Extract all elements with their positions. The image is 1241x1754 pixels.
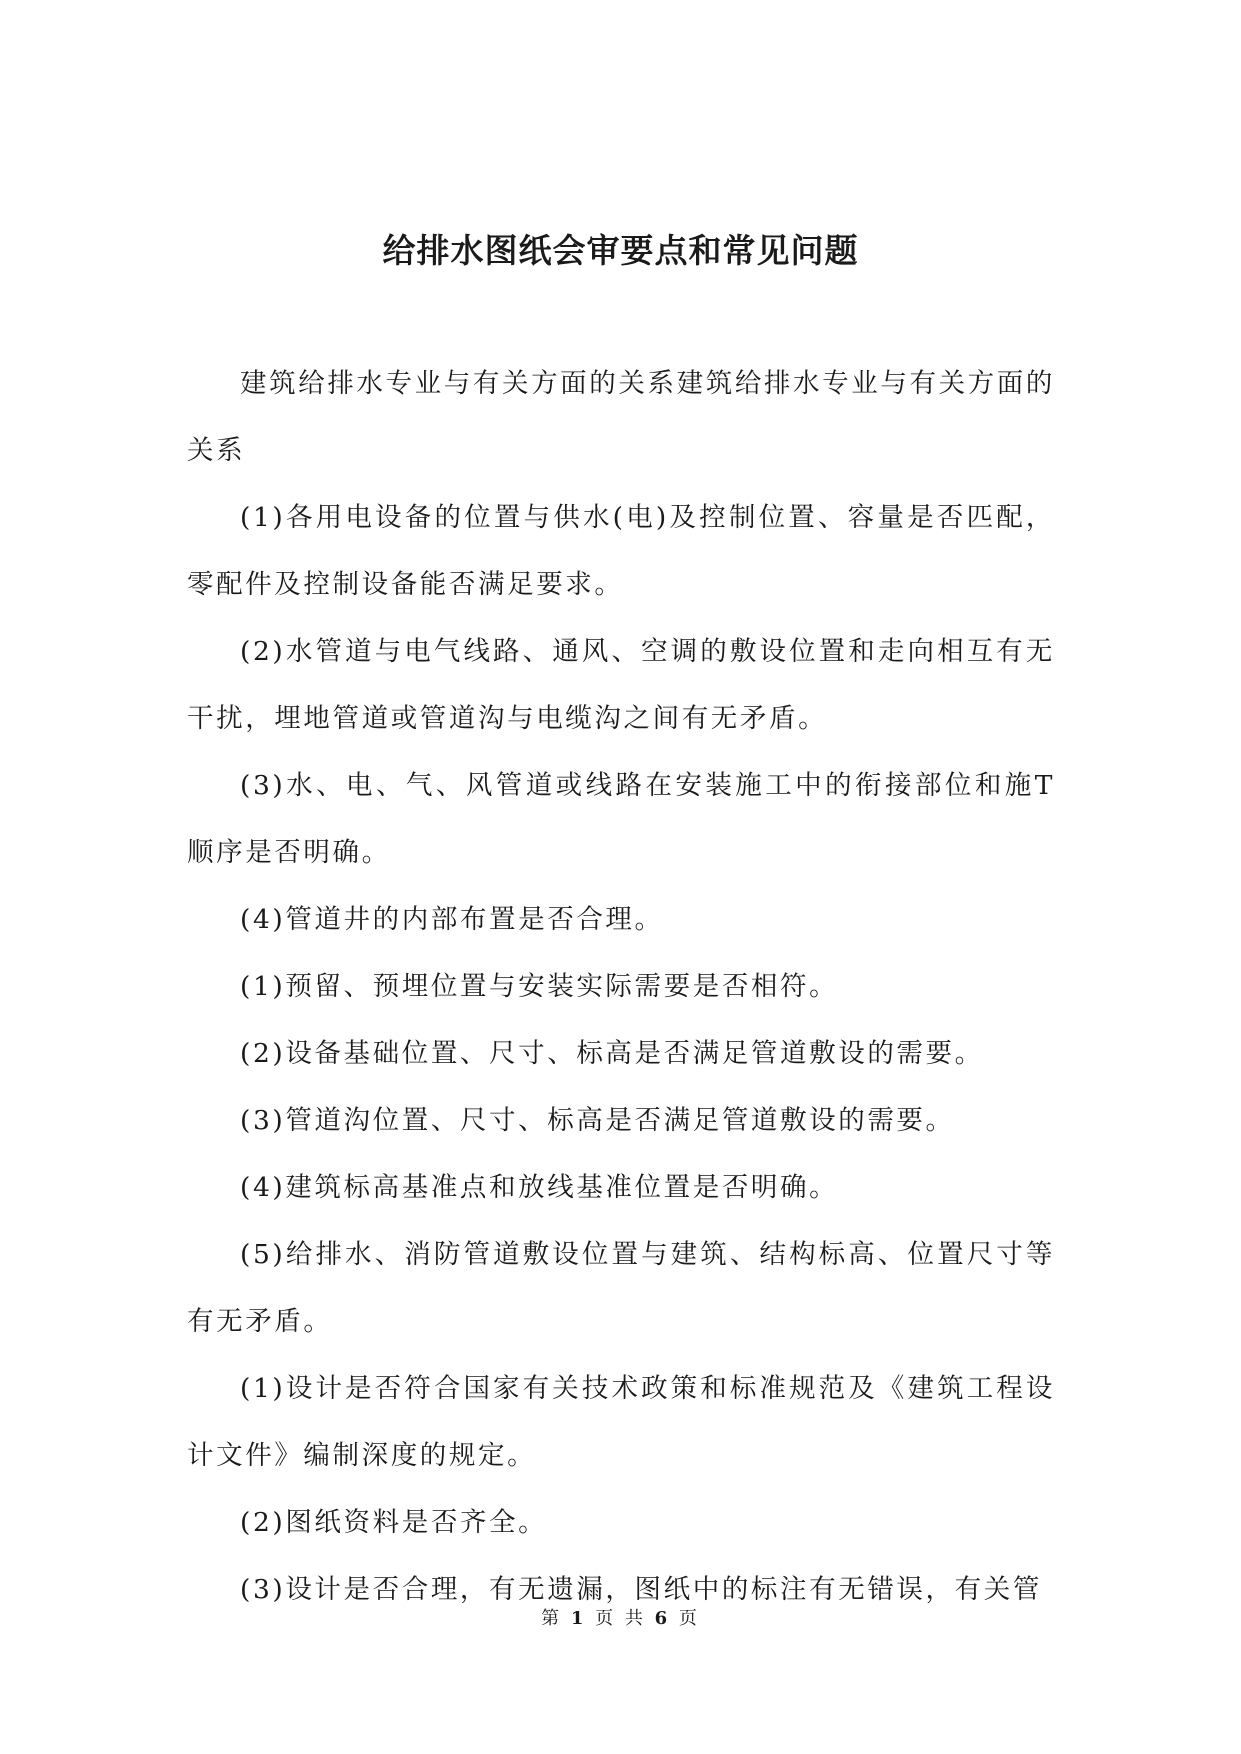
- paragraph: (2)水管道与电气线路、通风、空调的敷设位置和走向相互有无干扰，埋地管道或管道沟与电缆沟之间有无矛盾。: [187, 636, 1055, 734]
- page-label-prefix: 第: [541, 1608, 563, 1629]
- current-page-number: 1: [570, 1608, 587, 1629]
- paragraph: (4)建筑标高基准点和放线基准位置是否明确。: [240, 1172, 839, 1203]
- paragraph: (2)图纸资料是否齐全。: [240, 1507, 548, 1538]
- paragraph: (3)设计是否合理，有无遗漏，图纸中的标注有无错误，有关管: [240, 1574, 1042, 1605]
- paragraph: (1)设计是否符合国家有关技术政策和标准规范及《建筑工程设计文件》编制深度的规定。: [187, 1373, 1055, 1471]
- paragraph: (4)管道井的内部布置是否合理。: [240, 904, 664, 935]
- paragraph: (3)管道沟位置、尺寸、标高是否满足管道敷设的需要。: [240, 1105, 955, 1136]
- paragraph: (5)给排水、消防管道敷设位置与建筑、结构标高、位置尺寸等有无矛盾。: [187, 1239, 1055, 1337]
- paragraph: (3)水、电、气、风管道或线路在安装施工中的衔接部位和施T顺序是否明确。: [187, 770, 1055, 868]
- page-label-middle: 页 共: [595, 1608, 646, 1629]
- paragraph: (1)预留、预埋位置与安装实际需要是否相符。: [240, 971, 839, 1002]
- paragraph: (1)各用电设备的位置与供水(电)及控制位置、容量是否匹配，零配件及控制设备能否满足要求。: [187, 502, 1055, 600]
- document-title: 给排水图纸会审要点和常见问题: [382, 231, 859, 270]
- paragraph: (2)设备基础位置、尺寸、标高是否满足管道敷设的需要。: [240, 1038, 984, 1069]
- document-body: [187, 350, 1055, 1623]
- page-label-suffix: 页: [678, 1608, 700, 1629]
- page-footer: [0, 1604, 1241, 1630]
- paragraph: 建筑给排水专业与有关方面的关系建筑给排水专业与有关方面的关系: [187, 368, 1055, 466]
- total-page-count: 6: [654, 1608, 671, 1629]
